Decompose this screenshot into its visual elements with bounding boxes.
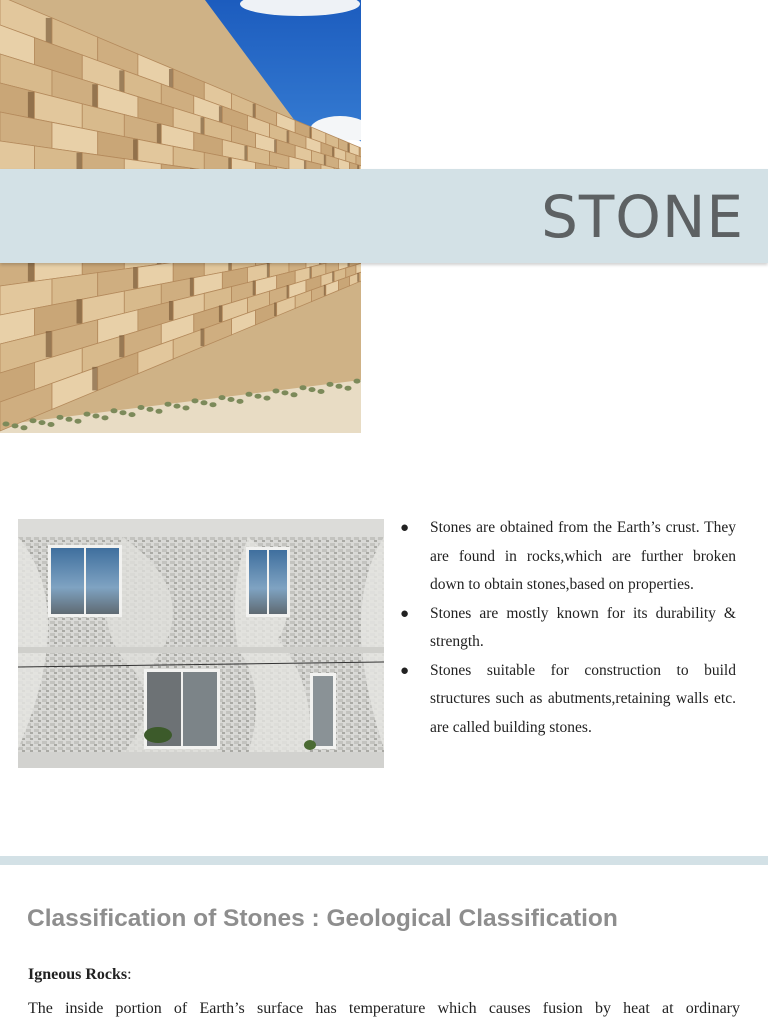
shrub (273, 389, 280, 394)
stone-block-shadow (253, 104, 256, 119)
stone-block-shadow (92, 367, 97, 391)
shrub (84, 412, 91, 417)
bullet-text: Stones suitable for construction to build structures such as abutments,retaining walls etc. are called building stones. (430, 661, 736, 736)
shrub (264, 396, 271, 401)
shrub (309, 387, 316, 392)
section-heading: Classification of Stones : Geological Classification (27, 905, 618, 932)
slide-divider (0, 856, 768, 865)
shrub (30, 418, 37, 423)
bullet-icon: ● (400, 520, 410, 536)
shrub (228, 397, 235, 402)
bullet-text: Stones are obtained from the Earth’s crust. They are found in rocks,which are further broken down to obtain stones,based on properties. (430, 519, 736, 593)
shrub (255, 394, 262, 399)
stone-block-shadow (169, 301, 173, 320)
brick-house-image (18, 519, 384, 768)
shrub (102, 415, 109, 420)
stone-block-shadow (190, 278, 194, 296)
list-item (400, 600, 736, 657)
subheading (28, 966, 132, 984)
shrub (354, 379, 361, 384)
paragraph: The inside portion of Earth’s surface has temperature which causes fusion by heat at ordinary (28, 1000, 740, 1017)
shrub (345, 386, 352, 391)
stone-block-shadow (46, 18, 52, 44)
shrub (219, 395, 226, 400)
shrub (192, 398, 199, 403)
stone-block-shadow (133, 267, 138, 288)
shrub (21, 425, 28, 430)
shrub (246, 392, 253, 397)
title-band (0, 169, 768, 263)
stone-block-shadow (46, 331, 52, 357)
stone-block-shadow (253, 281, 256, 296)
shrub (3, 422, 10, 427)
stone-block-shadow (92, 84, 97, 108)
stone-block-shadow (77, 299, 83, 323)
shrub (282, 390, 289, 395)
slide-title: STONE (541, 183, 744, 251)
stone-block-shadow (201, 329, 205, 347)
shrub (174, 404, 181, 409)
stone-block-shadow (201, 117, 205, 135)
shrub (183, 406, 190, 411)
shrub (111, 408, 118, 413)
stone-block-shadow (219, 106, 222, 123)
shrub (300, 385, 307, 390)
shrub (201, 400, 208, 405)
shrub (48, 422, 55, 427)
stone-block-shadow (28, 92, 35, 119)
stone-facts-list (400, 514, 736, 742)
shrub (75, 419, 82, 424)
stone-block-shadow (244, 146, 247, 161)
list-item (400, 657, 736, 743)
stone-block-shadow (119, 335, 124, 357)
stone-block-shadow (119, 70, 124, 92)
shrub (147, 407, 154, 412)
shrub (318, 389, 325, 394)
shrub (12, 423, 19, 428)
shrub (93, 414, 100, 419)
bullet-text: Stones are mostly known for its durability & strength. (430, 604, 736, 650)
bullet-icon: ● (400, 605, 410, 622)
slide-classification (0, 865, 768, 1024)
shrub (165, 402, 172, 407)
shrub (66, 417, 73, 422)
bullet-icon: ● (400, 662, 410, 679)
stone-block-shadow (133, 139, 138, 160)
shrub (210, 402, 217, 407)
shrub (120, 410, 127, 415)
stone-block-shadow (219, 305, 222, 322)
subheading-label: Igneous Rocks (28, 966, 128, 983)
list-item (400, 514, 736, 600)
shrub (156, 409, 163, 414)
shrub (327, 382, 334, 387)
brick-house-photo (18, 519, 384, 768)
stone-block-shadow (169, 69, 173, 88)
subheading-colon: : (127, 966, 132, 983)
shrub (291, 392, 298, 397)
shrub (129, 412, 136, 417)
shrub (39, 420, 46, 425)
stone-block-shadow (157, 124, 161, 144)
shrub (57, 415, 64, 420)
shrub (138, 405, 145, 410)
shrub (336, 384, 343, 389)
shrub (237, 399, 244, 404)
